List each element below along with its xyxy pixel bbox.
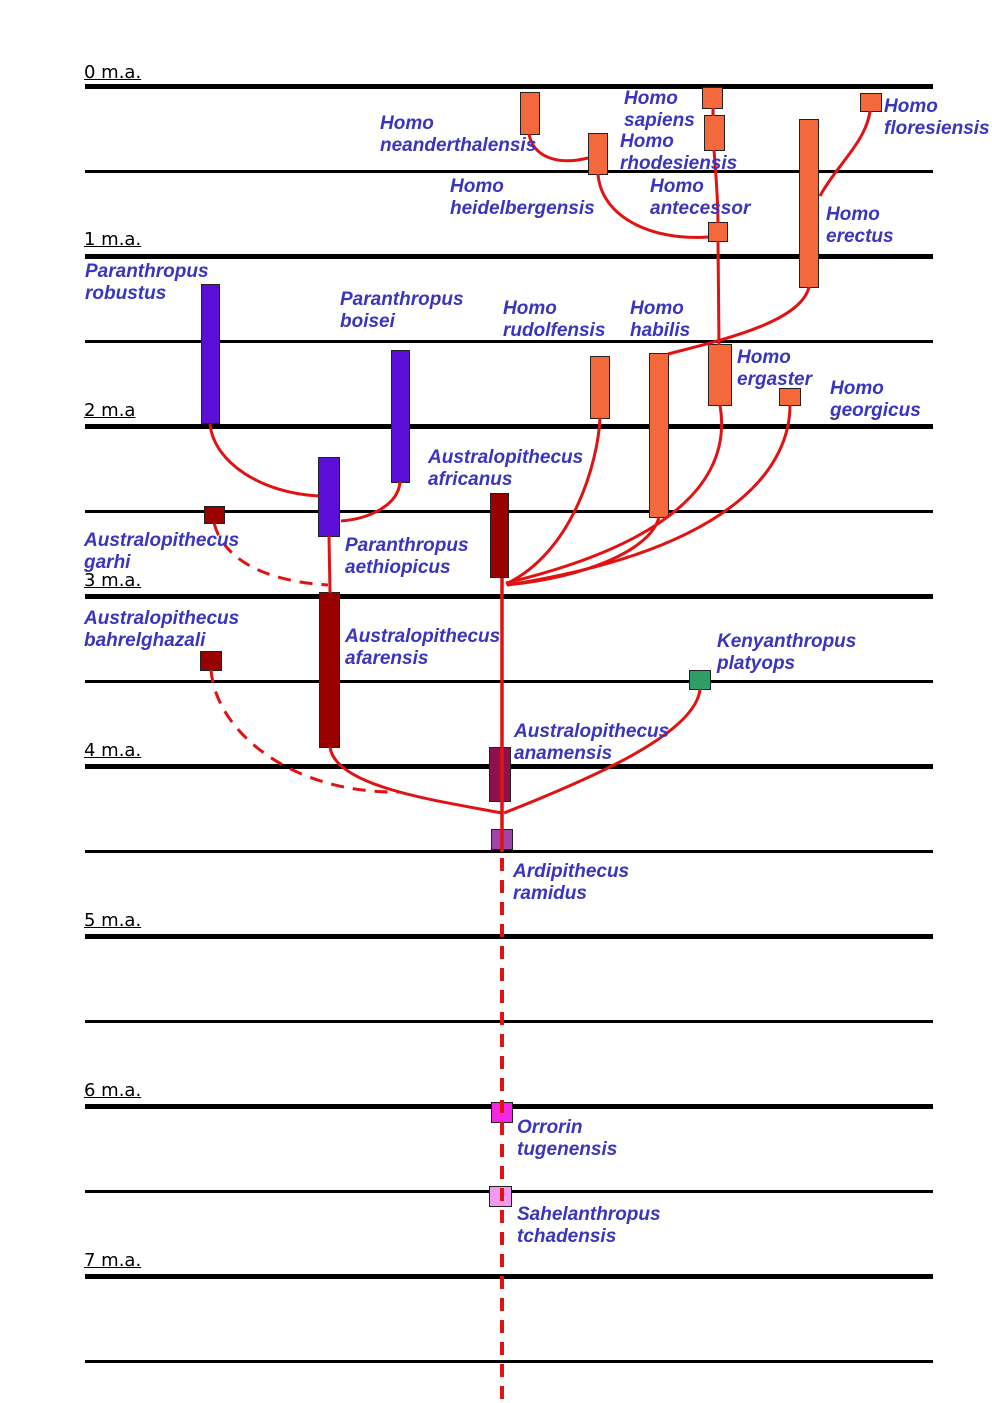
label-paranthropus-aethiopicus-line2: aethiopicus — [345, 556, 451, 578]
branch-boisei-to-aethiopicus — [341, 482, 400, 521]
bar-australopithecus-afarensis — [319, 592, 340, 748]
label-homo-habilis-line2: habilis — [630, 319, 691, 341]
label-sahelanthropus-tchadensis-line2: tchadensis — [517, 1225, 617, 1247]
label-australopithecus-africanus — [428, 447, 583, 490]
label-homo-neanderthalensis — [380, 113, 536, 156]
label-homo-georgicus-line2: georgicus — [830, 399, 921, 421]
label-australopithecus-bahrelghazali — [84, 608, 239, 651]
bar-homo-habilis — [649, 353, 669, 518]
label-ardipithecus-ramidus — [513, 861, 629, 904]
branch-afarensis-to-anamensis — [330, 747, 502, 813]
label-homo-rhodesiensis — [620, 131, 737, 174]
label-sahelanthropus-tchadensis-line1: Sahelanthropus — [517, 1204, 661, 1225]
label-homo-rudolfensis-line1: Homo — [503, 298, 557, 319]
bar-homo-erectus — [799, 119, 819, 288]
label-australopithecus-afarensis — [345, 626, 500, 669]
label-orrorin-tugenensis-line1: Orrorin — [517, 1117, 583, 1138]
label-paranthropus-aethiopicus-line1: Paranthropus — [345, 535, 469, 556]
branch-aethiopicus-to-afarensis — [329, 536, 330, 593]
bar-ardipithecus-ramidus — [491, 829, 513, 850]
axis-label-4ma: 4 m.a. — [84, 740, 142, 761]
label-australopithecus-bahrelghazali-line1: Australopithecus — [84, 608, 240, 629]
label-homo-habilis — [630, 298, 690, 341]
label-kenyanthropus-platyops-line2: platyops — [717, 652, 796, 674]
label-homo-erectus-line1: Homo — [826, 204, 880, 225]
bar-australopithecus-africanus — [490, 493, 509, 578]
bar-homo-sapiens — [702, 87, 723, 109]
label-australopithecus-garhi-line1: Australopithecus — [84, 530, 240, 551]
branch-ergaster-branch — [506, 405, 722, 583]
branch-neanderthalensis-to-heidelbergensis — [529, 134, 588, 161]
label-homo-sapiens-line1: Homo — [624, 88, 678, 109]
label-homo-heidelbergensis-line2: heidelbergensis — [450, 197, 595, 219]
label-kenyanthropus-platyops-line1: Kenyanthropus — [717, 631, 857, 652]
label-australopithecus-afarensis-line1: Australopithecus — [345, 626, 501, 647]
label-paranthropus-robustus-line2: robustus — [85, 282, 167, 304]
label-paranthropus-aethiopicus — [345, 535, 469, 578]
bar-homo-georgicus — [779, 388, 801, 406]
label-homo-sapiens — [624, 88, 695, 131]
label-orrorin-tugenensis — [517, 1117, 617, 1160]
label-homo-antecessor-line2: antecessor — [650, 197, 751, 219]
label-homo-erectus — [826, 204, 894, 247]
bar-homo-heidelbergensis — [588, 133, 608, 175]
timeline-line-2ma — [85, 424, 933, 429]
label-australopithecus-garhi — [84, 530, 239, 573]
label-homo-floresiensis-line2: floresiensis — [884, 117, 990, 139]
bar-homo-rudolfensis — [590, 356, 610, 419]
label-australopithecus-bahrelghazali-line2: bahrelghazali — [84, 629, 206, 651]
label-ardipithecus-ramidus-line2: ramidus — [513, 882, 587, 904]
label-homo-rudolfensis — [503, 298, 605, 341]
label-australopithecus-anamensis-line2: anamensis — [514, 742, 613, 764]
label-homo-neanderthalensis-line2: neanderthalensis — [380, 134, 537, 156]
label-homo-floresiensis-line1: Homo — [884, 96, 938, 117]
bar-sahelanthropus-tchadensis — [489, 1186, 512, 1207]
axis-label-3ma: 3 m.a. — [84, 570, 142, 591]
label-australopithecus-afarensis-line2: afarensis — [345, 647, 429, 669]
label-australopithecus-anamensis — [514, 721, 669, 764]
timeline-line-5.5ma — [85, 1020, 933, 1023]
label-paranthropus-boisei-line1: Paranthropus — [340, 289, 464, 310]
label-homo-rhodesiensis-line1: Homo — [620, 131, 674, 152]
axis-label-7ma: 7 m.a. — [84, 1250, 142, 1271]
label-australopithecus-anamensis-line1: Australopithecus — [514, 721, 670, 742]
label-homo-heidelbergensis — [450, 176, 595, 219]
bar-homo-ergaster — [708, 344, 732, 406]
timeline-line-3ma — [85, 594, 933, 599]
axis-label-2ma: 2 m.a — [84, 400, 136, 421]
label-australopithecus-africanus-line2: africanus — [428, 468, 513, 490]
label-australopithecus-garhi-line2: garhi — [84, 551, 131, 573]
label-paranthropus-robustus — [85, 261, 209, 304]
bar-australopithecus-bahrelghazali — [200, 651, 222, 671]
timeline-line-7.5ma — [85, 1360, 933, 1363]
label-australopithecus-africanus-line1: Australopithecus — [428, 447, 584, 468]
label-paranthropus-boisei-line2: boisei — [340, 310, 395, 332]
axis-label-0ma: 0 m.a. — [84, 62, 142, 83]
bar-paranthropus-boisei — [391, 350, 410, 483]
label-homo-heidelbergensis-line1: Homo — [450, 176, 504, 197]
label-homo-erectus-line2: erectus — [826, 225, 894, 247]
bar-australopithecus-anamensis — [489, 747, 511, 802]
label-homo-rhodesiensis-line2: rhodesiensis — [620, 152, 738, 174]
timeline-line-5ma — [85, 934, 933, 939]
label-homo-habilis-line1: Homo — [630, 298, 684, 319]
label-homo-neanderthalensis-line1: Homo — [380, 113, 434, 134]
bar-orrorin-tugenensis — [491, 1102, 513, 1123]
label-sahelanthropus-tchadensis — [517, 1204, 661, 1247]
label-homo-floresiensis — [884, 96, 990, 139]
label-homo-ergaster-line2: ergaster — [737, 368, 812, 390]
branch-rudolfensis-branch — [506, 418, 600, 584]
label-kenyanthropus-platyops — [717, 631, 856, 674]
label-homo-georgicus — [830, 378, 921, 421]
bar-paranthropus-aethiopicus — [318, 457, 340, 537]
label-homo-ergaster-line1: Homo — [737, 347, 791, 368]
label-homo-georgicus-line1: Homo — [830, 378, 884, 399]
bar-homo-antecessor — [708, 222, 728, 242]
branch-habilis-branch — [507, 517, 659, 585]
bar-australopithecus-garhi — [204, 506, 225, 524]
branch-floresiensis-to-erectus — [820, 111, 870, 196]
axis-label-5ma: 5 m.a. — [84, 910, 142, 931]
timeline-line-7ma — [85, 1274, 933, 1279]
label-homo-ergaster — [737, 347, 812, 390]
timeline-line-3.5ma — [85, 680, 933, 683]
bar-homo-floresiensis — [860, 93, 882, 112]
branch-bahrelghazali-branch — [211, 670, 400, 792]
label-paranthropus-boisei — [340, 289, 464, 332]
label-homo-antecessor-line1: Homo — [650, 176, 704, 197]
label-homo-antecessor — [650, 176, 750, 219]
axis-label-1ma: 1 m.a. — [84, 229, 142, 250]
label-homo-sapiens-line2: sapiens — [624, 109, 695, 131]
label-homo-rudolfensis-line2: rudolfensis — [503, 319, 606, 341]
axis-label-6ma: 6 m.a. — [84, 1080, 142, 1101]
label-paranthropus-robustus-line1: Paranthropus — [85, 261, 209, 282]
branch-robustus-to-aethiopicus — [210, 424, 318, 496]
bar-kenyanthropus-platyops — [689, 670, 711, 690]
label-orrorin-tugenensis-line2: tugenensis — [517, 1138, 618, 1160]
bar-paranthropus-robustus — [201, 284, 220, 424]
timeline-line-0ma — [85, 84, 933, 89]
label-ardipithecus-ramidus-line1: Ardipithecus — [513, 861, 630, 882]
